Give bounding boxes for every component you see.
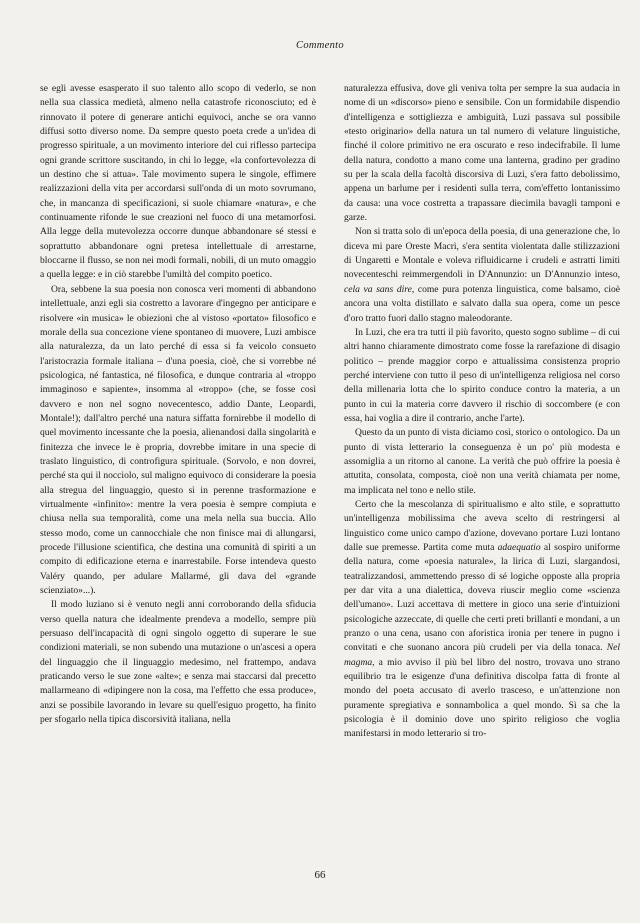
paragraph (344, 225, 620, 325)
page-number: 66 (314, 869, 326, 881)
text-run: Certo che la mescolanza di spiritualismo e alto stile, e soprattutto un'intelligenza mobilissima che aveva scelto di restringersi al linguistico come unico campo d'azione, dovevano portare Luzi lontano dalle sue premesse. Partita come muta (344, 498, 620, 553)
paragraph: Il modo luziano si è venuto negli anni corroborando della sfiducia verso quella natura che idealmente prendeva a modello, sempre più persuaso dell'incapacità di ogni singolo oggetto di superare le sue condizioni materiali, se non subendo una mutazione o un'ascesi a opera del linguaggio che il linguaggio medesimo, nel frattempo, andava praticando verso le sue zone «alte»; e senza mai staccarsi dal precetto mallarmeano di «dipingere non la cosa, ma l'effetto che essa produce», anzi se possibile lavorando in levare su quell'esiguo progetto, ha finito per sfogarlo nella tipica discorsività italiana, nella (40, 599, 316, 726)
text-run: , come pura potenza linguistica, come balsamo, cioè ancora una volta distillato e salvato dalla sua opera, come un pesce d'oro tratto fuori dallo stagno maleodorante. (344, 283, 620, 324)
paragraph: Ora, sebbene la sua poesia non conosca veri momenti di abbandono intellettuale, anzi egli sia costretto a lavorare d'ingegno per anticipare e risolvere «in musica» le obiezioni che al vistoso «portato» filosofico e morale della sua concezione viene spontaneo di muovere, Luzi ambisce alla naturalezza, da un lato perché di essa si fa veicolo consueto l'aristocrazia formale italiana – d'una poesia, cioè, che si vorrebbe né psicologica, né fantastica, né filosofica, e dunque contraria al «troppo immaginoso e sapiente», insomma al «troppo» (che, se fosse così davvero e non nel sogno novecentesco, addio Dante, Leopardi, Montale!); dall'altro perché una natura siffatta fornirebbe il modello di quel movimento incessante che la poesia, alienandosi dalla singolarità e finitezza che invece le è propria, dovrebbe imitare in una specie di traslato linguistico, di controfigura spirituale. (Sorvolo, e non dovrei, perché sta qui il nocciolo, sul maligno equivoco di considerare la poesia alla stregua del linguaggio, questo sì in perenne trasformazione e virtualmente «infinito»: mentre la vera poesia è sempre compiuta e chiusa nella sua temporalità, come una mela nella sua buccia. Allo stesso modo, come un cannocchiale che non finisce mai di allungarsi, procede l'illusione scientifica, che destina una comunità di spiriti a un compito di edificazione eterna e inarrestabile. Forse intendeva questo Valéry quando, per adulare Mallarmé, gli dava del «grande scienziato»...). (40, 283, 316, 597)
italic-phrase: adaequatio (497, 542, 541, 553)
paragraph: Questo da un punto di vista diciamo così, storico o ontologico. Da un punto di vista letterario la conseguenza è un po' più modesta e assomiglia a un ritorno al canone. La verità che può offrire la poesia è attutita, consolata, composta, cioè non una verità chiamata per nome, ma implicata nel tono e nello stile. (344, 427, 620, 496)
text-run: , a mio avviso il più bel libro del nostro, trovava uno strano equilibrio tra le esigenze d'una definitiva discolpa fatta di fronte al mondo del poeta accusato di averlo trasceso, e un'attenzione non puramente spregiativa e sonnambolica a quel mondo. Sì sa che la psicologia è il dominio dove uno spirito religioso che voglia manifestarsi in modo letterario si tro- (344, 656, 620, 740)
paragraph (344, 498, 620, 742)
left-column (40, 82, 316, 727)
text-run: Non si tratta solo di un'epoca della poesia, di una generazione che, lo diceva mi pare Oreste Macrì, s'era sentita violentata dalle stilizzazioni di Ungaretti e Montale e voleva rifluidicarne i crudeli e astratti limiti novecenteschi reimmergendoli in D'Annunzio: un D'Annunzio inteso, (344, 226, 620, 281)
running-head: Commento (296, 40, 344, 51)
paragraph: se egli avesse esasperato il suo talento allo scopo di vederlo, se non nella sua classica medietà, almeno nella catastrofe riconosciuto; ed è rinnovato il potere di generare antichi equivoci, anche se ora vanno diffusi sotto diverso nome. Da sempre questo poeta crede a un'idea di progresso spirituale, a un movimento interiore del cui riflesso partecipa ogni grande scrittore suscitando, in chi lo legge, «la confortevolezza di un destino che si attua». Tale movimento supera le singole, effimere realizzazioni della vita per accordarsi sull'onda di un moto sovrumano, che, in mancanza di specificazioni, si suole chiamare «natura», e che continuamente rifonde le sue creazioni nel fuoco di una metamorfosi. Alla legge della mutevolezza occorre dunque abbandonare sé stessi e soprattutto abbandonare ogni pretesa intellettuale di arrestarne, bloccarne il flusso, se non nei modi formali, nobili, di un muto omaggio a quella legge: e in ciò starebbe l'umiltà del compito poetico. (40, 83, 316, 281)
italic-phrase: cela va sans dire (344, 283, 412, 295)
italic-phrase: Nel magma (344, 642, 620, 668)
paragraph: naturalezza effusiva, dove gli veniva tolta per sempre la sua audacia in nome di un «discorso» pieno e sensibile. Con un formidabile dispendio d'intelligenza e sottigliezza e ambiguità, Luzi passava sul possibile «testo originario» della natura un tal numero di velature linguistiche, finché il colore primitivo ne era oscurato e reso indecifrabile. Il lume della natura, condotto a mano come una lanterna, gradino per gradino su per la scala della facoltà discorsiva di Luzi, s'era fatto debolissimo, appena un barlume per i residenti sulla terra, com'effetto lontanissimo da causa: una voce costretta a trapassare diecimila bavagli tamponi e garze. (344, 83, 620, 224)
text-run: al sospiro uniforme della natura, come «poesia naturale», la lirica di Luzi, slargandosi, teatralizzandosi, ammettendo presso di sé logiche opposte alla propria per dar vita a una dialettica, doveva riuscir meglio come «scienza dell'umano». Luzi accettava di mettere in gioco una serie d'intuizioni psicologiche azzeccate, di quelle che certi preti brillanti e mondani, a un pranzo o una cena, usano con aforistica ironia per tenere in pugno i convitati e che suonano ancora più crudeli per via della tonaca. (344, 542, 620, 654)
paragraph: In Luzi, che era tra tutti il più favorito, questo sogno sublime – di cui altri hanno chiaramente dimostrato come fosse la rarefazione di disagio politico – prende maggior corpo e attualissima consistenza proprio perché interviene con tutto il peso di un'intelligenza religiosa nel corso della millenaria lotta che lo spirito conduce contro la materia, a un punto in cui la materia corre davvero il rischio di soccombere (e con essa, hai voglia a dire il contrario, anche l'arte). (344, 326, 620, 424)
right-column (344, 82, 620, 742)
